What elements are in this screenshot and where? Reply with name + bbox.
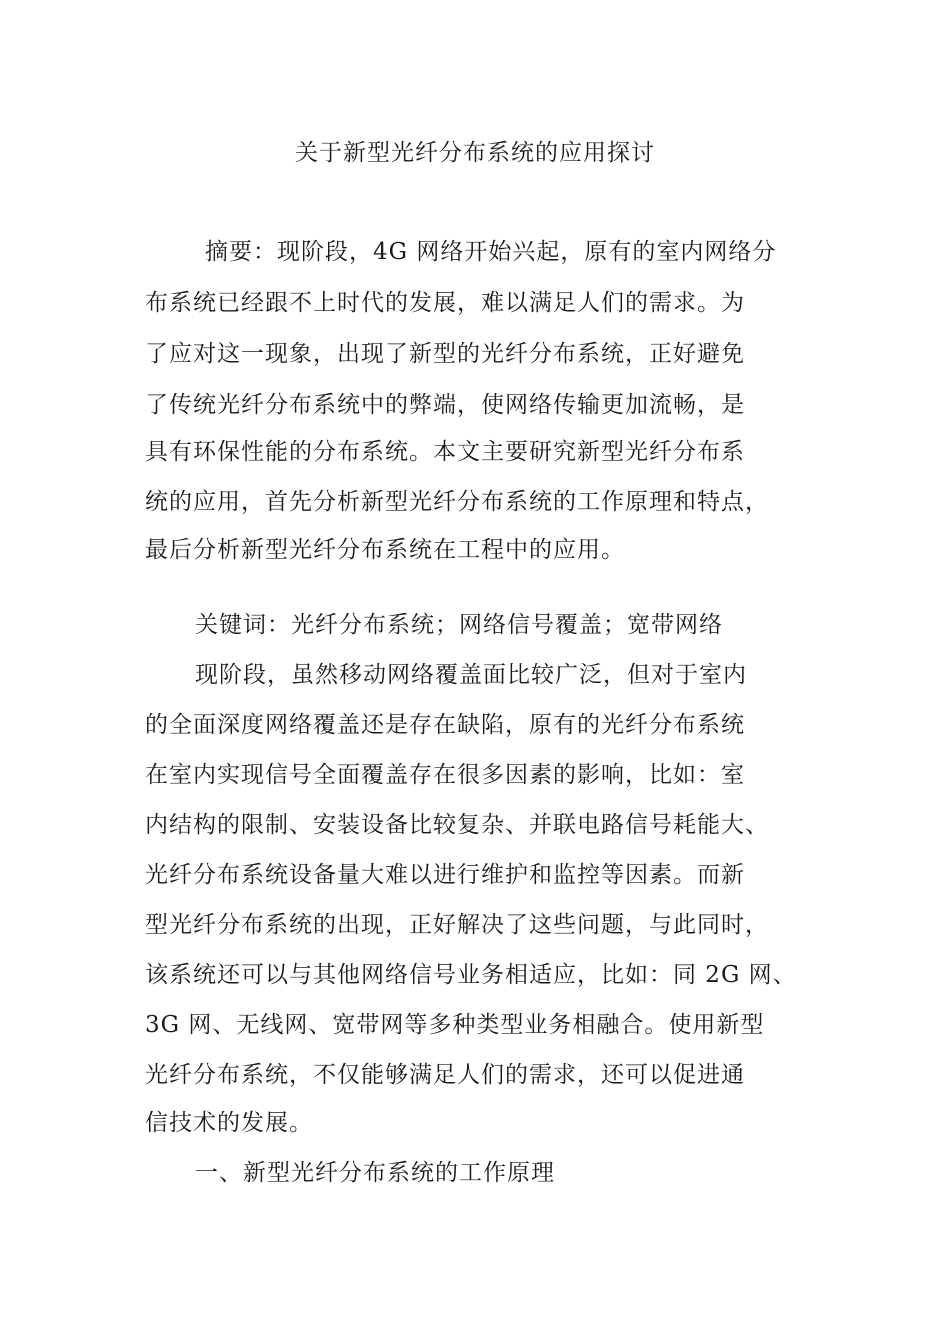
body-line: 型光纤分布系统的出现，正好解决了这些问题，与此同时，: [145, 912, 769, 938]
abstract-line: 具有环保性能的分布系统。本文主要研究新型光纤分布系: [145, 439, 745, 465]
abstract-line: 摘要：现阶段，4G 网络开始兴起，原有的室内网络分: [205, 239, 777, 265]
body-line: 光纤分布系统设备量大难以进行维护和监控等因素。而新: [145, 862, 745, 888]
body-line: 该系统还可以与其他网络信号业务相适应，比如：同 2G 网、: [145, 962, 797, 988]
body-line: 在室内实现信号全面覆盖存在很多因素的影响，比如：室: [145, 762, 745, 788]
abstract-line: 统的应用，首先分析新型光纤分布系统的工作原理和特点，: [145, 489, 769, 515]
body-line: 的全面深度网络覆盖还是存在缺陷，原有的光纤分布系统: [145, 712, 745, 738]
body-line: 光纤分布系统，不仅能够满足人们的需求，还可以促进通: [145, 1062, 745, 1088]
body-line: 信技术的发展。: [145, 1110, 313, 1136]
body-line: 内结构的限制、安装设备比较复杂、并联电路信号耗能大、: [145, 812, 769, 838]
document-title: 关于新型光纤分布系统的应用探讨: [295, 140, 655, 166]
body-line: 现阶段，虽然移动网络覆盖面比较广泛，但对于室内: [195, 662, 747, 688]
body-line: 3G 网、无线网、宽带网等多种类型业务相融合。使用新型: [145, 1012, 765, 1038]
abstract-line: 最后分析新型光纤分布系统在工程中的应用。: [145, 537, 625, 563]
abstract-line: 布系统已经跟不上时代的发展，难以满足人们的需求。为: [145, 290, 745, 316]
abstract-line: 了传统光纤分布系统中的弊端，使网络传输更加流畅，是: [145, 392, 745, 418]
abstract-line: 了应对这一现象，出现了新型的光纤分布系统，正好避免: [145, 341, 745, 367]
section-heading: 一、新型光纤分布系统的工作原理: [195, 1160, 555, 1186]
keywords-line: 关键词：光纤分布系统；网络信号覆盖；宽带网络: [195, 612, 723, 638]
